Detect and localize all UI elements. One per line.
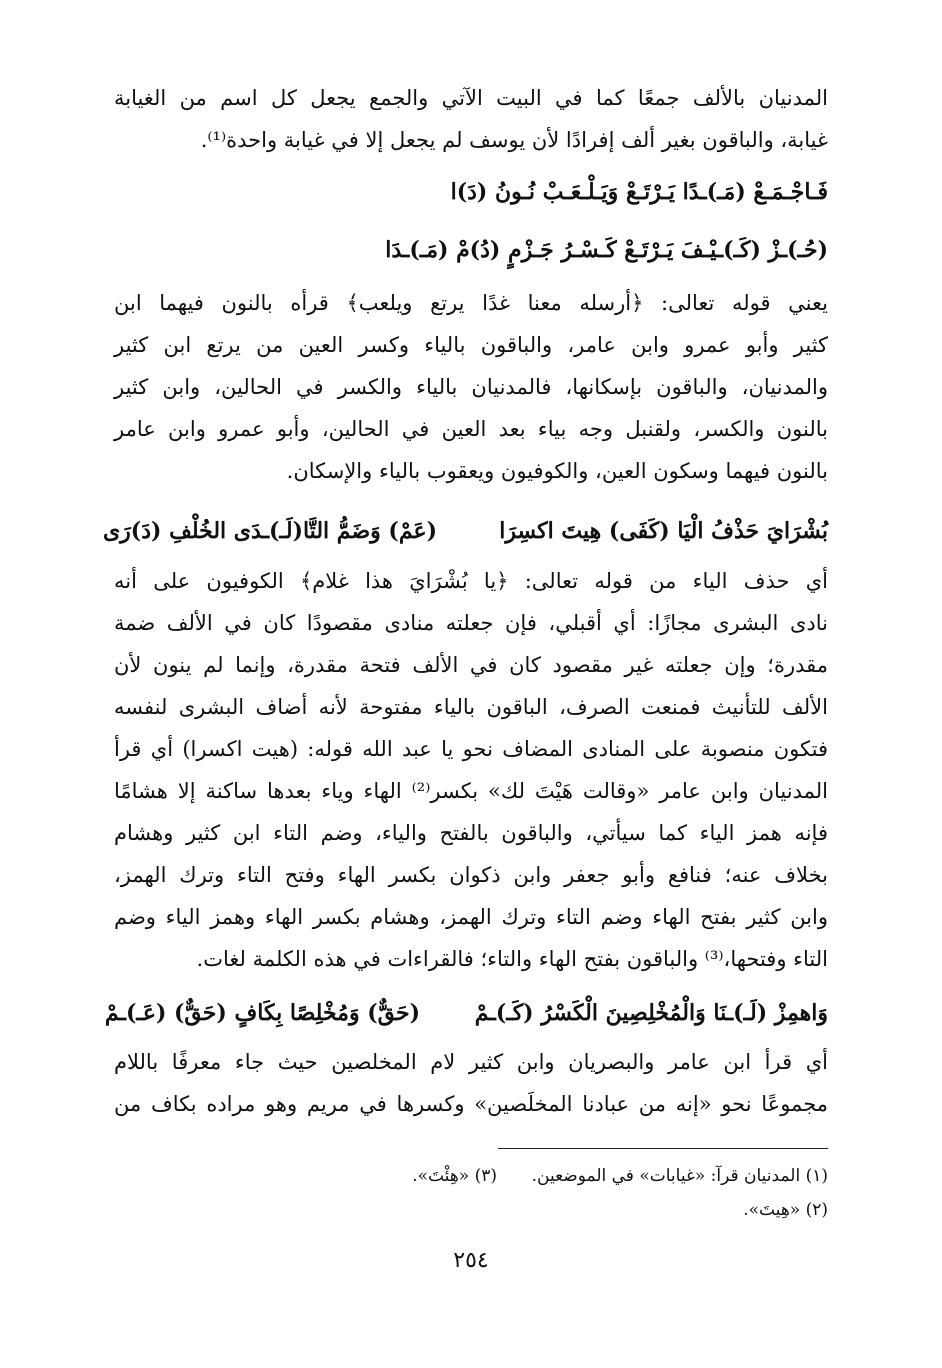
body-line: كثير وأبو عمرو وابن عامر، والباقون بالياء وكسر العين من يرتع ابن كثير bbox=[114, 333, 828, 357]
body-line: المدنيان وابن عامر «وقالت هَيْتَ لك» بكسر⁽²⁾ الهاء وياء بعدها ساكنة إلا هشامًا bbox=[114, 779, 828, 803]
body-line: الألف للتأنيث فمنعت الصرف، الباقون بالياء مفتوحة لأنه أضاف البشرى لنفسه bbox=[114, 695, 828, 719]
body-line: بالنون فيهما وسكون العين، والكوفيون ويعقوب بالياء والإسكان. bbox=[286, 459, 828, 483]
body-line: والمدنيان، والباقون بإسكانها، فالمدنيان بالياء والكسر في الحالين، وابن كثير bbox=[114, 375, 828, 399]
footnote-rule bbox=[498, 1148, 828, 1149]
body-line: وابن كثير بفتح الهاء وضم التاء وترك الهمز، وهشام بكسر الهاء وهمز الياء وضم bbox=[114, 905, 828, 929]
verse-hemistich: (حَقٌّ) وَمُخْلِصًا بِكَافٍ (حَقٌّ) (عَـ)ـمْ bbox=[104, 1000, 420, 1026]
verse-hemistich: فَـاجْـمَـعْ (مَـ)ـدًا يَـرْتَـعْ وَيَـلْـعَـبْ نُـونُ (دَ)ا bbox=[450, 179, 828, 205]
body-line: مقدرة؛ وإن جعلته غير مقصود كان في الألف فتحة مقدرة، وإنما لم ينون لأن bbox=[114, 653, 828, 677]
footnote: (١) المدنيان قرآ: «غيابات» في الموضعين. bbox=[531, 1166, 828, 1186]
body-line: المدنيان بالألف جمعًا كما في البيت الآتي والجمع يجعل كل اسم من الغيابة bbox=[114, 86, 828, 110]
verse-hemistich: (عَمْ) وَضَمُّ التَّا(لَـ)ـدَى الخُلْفِ (دَ)رَى bbox=[102, 518, 437, 544]
verse-hemistich: بُشْرَايَ حَذْفُ الْيَا (كَفَى) هِيتَ اكسِرَا bbox=[499, 518, 828, 544]
page-number: ٢٥٤ bbox=[453, 1248, 489, 1273]
body-line: أي قرأ ابن عامر والبصريان وابن كثير لام المخلصين حيث جاء معرفًا باللام bbox=[114, 1050, 828, 1074]
body-line: فتكون منصوبة على المنادى المضاف نحو يا عبد الله قوله: (هيت اكسرا) أي قرأ bbox=[114, 737, 828, 761]
verse-hemistich: وَاهمِزْ (لَـ)ـنَا وَالْمُخْلِصِينَ الْكَسْرُ (كَـ)ـمْ bbox=[474, 1000, 828, 1026]
footnote: (٣) «هِئْتَ». bbox=[412, 1166, 497, 1186]
body-line: يعني قوله تعالى: ﴿أرسله معنا غدًا يرتع ويلعب﴾ قرأه بالنون فيهما ابن bbox=[114, 291, 828, 315]
body-line: بخلاف عنه؛ فنافع وأبو جعفر وابن ذكوان بكسر الهاء وفتح التاء وترك الهمز، bbox=[114, 863, 828, 887]
body-line: فإنه همز الياء كما سيأتي، والباقون بالفتح والياء، وضم التاء ابن كثير وهشام bbox=[114, 821, 828, 845]
body-line: غيابة، والباقون بغير ألف إفرادًا لأن يوسف لم يجعل إلا في غيابة واحدة⁽¹⁾. bbox=[200, 128, 828, 152]
verse-hemistich: (حُـ)ـزْ (كَـ)ـيْـفَ يَـرْتَـعْ كَـسْـرُ جَـزْمٍ (دُ)مْ (مَـ)ـدَا bbox=[385, 237, 828, 263]
body-line: مجموعًا نحو «إنه من عبادنا المخلَصين» وكسرها في مريم وهو مراده بكاف من bbox=[114, 1092, 828, 1116]
body-line: أي حذف الياء من قوله تعالى: ﴿يا بُشْرَايَ هذا غلام﴾ الكوفيون على أنه bbox=[114, 569, 828, 593]
body-line: التاء وفتحها،⁽³⁾ والباقون بفتح الهاء والتاء؛ فالقراءات في هذه الكلمة لغات. bbox=[196, 947, 828, 971]
footnote: (٢) «هِيتَ». bbox=[743, 1200, 828, 1220]
body-line: بالنون والكسر، ولقنبل وجه بياء بعد العين في الحالين، وأبو عمرو وابن عامر bbox=[114, 417, 828, 441]
body-line: نادى البشرى مجازًا: أي أقبلي، فإن جعلته منادى مقصودًا كان في الألف ضمة bbox=[114, 611, 828, 635]
